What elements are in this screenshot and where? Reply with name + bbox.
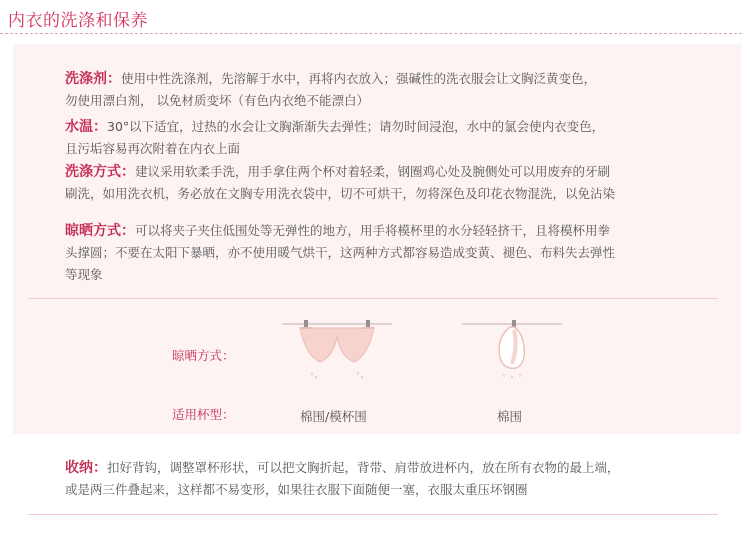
storage-text-line1: 扣好背钩，调整罩杯形状，可以把文胸折起，背带、肩带放进杯内，放在所有衣物的最上端，	[107, 460, 620, 475]
bra-hanging-by-band-illustration	[282, 316, 392, 386]
bottom-divider	[28, 514, 718, 515]
storage-section	[65, 457, 725, 501]
washing-method-section	[65, 161, 705, 205]
washing-method-text-line2: 刷洗，如用洗衣机，务必放在文胸专用洗衣袋中，切不可烘干，勿将深色及印花衣物混洗，以免沾染	[65, 186, 616, 201]
detergent-text-line1: 使用中性洗涤剂，先溶解于水中，再将内衣放入；强碱性的洗衣服会让文胸泛黄变色，	[121, 71, 597, 86]
cup-type-caption-1: 棉围/模杯围	[300, 409, 367, 424]
page-title: 内衣的洗涤和保养	[8, 11, 148, 31]
washing-method-label: 洗涤方式：	[65, 164, 135, 180]
bra-cups	[300, 328, 374, 362]
water-drops	[504, 374, 520, 379]
detergent-label: 洗涤剂：	[65, 71, 121, 87]
header	[0, 0, 750, 34]
drying-section	[65, 220, 705, 286]
drying-text-line2: 头撑圆；不要在太阳下暴晒，亦不使用暖气烘干，这两种方式都容易造成变黄、褪色、布料失去弹性	[65, 245, 616, 260]
drying-label: 晾晒方式：	[65, 223, 135, 239]
cup-type-row-label: 适用杯型：	[172, 407, 235, 422]
detergent-text-line2: 勿使用漂白剂， 以免材质变坏（有色内衣绝不能漂白）	[65, 93, 369, 108]
bra-hanging-by-cup-illustration	[462, 316, 562, 386]
storage-text-line2: 或是两三件叠起来，这样都不易变形，如果往衣服下面随便一塞，衣服太重压坏钢圈	[65, 482, 528, 497]
temperature-label: 水温：	[65, 119, 107, 135]
detergent-section	[65, 68, 705, 112]
drying-method-row-label: 晾晒方式：	[172, 348, 235, 363]
drying-text-line3: 等现象	[65, 267, 103, 282]
temperature-section	[65, 116, 705, 160]
section-divider	[28, 298, 718, 299]
temperature-text-line2: 且污垢容易再次附着在内衣上面	[65, 141, 241, 156]
header-dashed-rule	[0, 33, 742, 34]
washing-method-text-line1: 建议采用软柔手洗，用手拿住两个杯对着轻柔，钢圈鸡心处及腕侧处可以用废弃的牙刷	[135, 164, 611, 179]
cup-type-caption-2: 棉围	[497, 409, 523, 424]
water-drops	[312, 372, 362, 379]
storage-label: 收纳：	[65, 460, 107, 476]
drying-text-line1: 可以将夹子夹住低围处等无弹性的地方，用手将模杯里的水分轻轻挤干，且将模杯用拳	[135, 223, 611, 238]
temperature-text-line1: 30°以下适宜，过热的水会让文胸渐渐失去弹性；请勿时间浸泡，水中的氯会使内衣变色，	[107, 119, 605, 134]
